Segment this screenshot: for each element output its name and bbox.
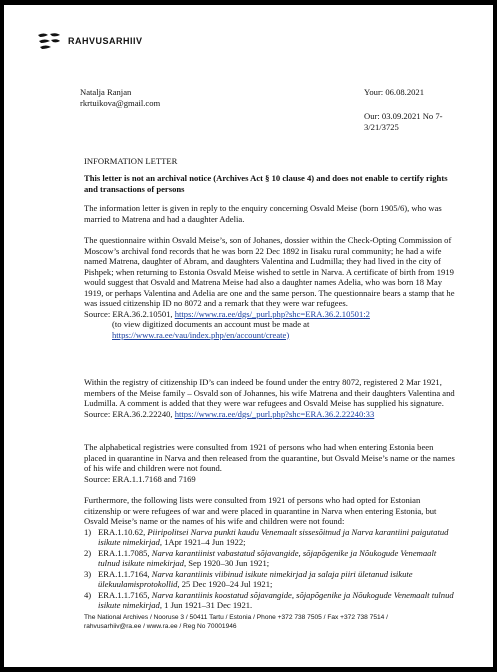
footer-line1: The National Archives / Nooruse 3 / 50411 Tartu / Estonia / Phone +372 738 7505 / Fax +372 738 7514 / bbox=[84, 614, 389, 621]
disclaimer: This letter is not an archival notice (Archives Act § 10 clause 4) and does not enable to certify rights and transactions of persons bbox=[84, 173, 448, 194]
source-link[interactable]: https://www.ra.ee/dgs/_purl.php?shc=ERA.36.2.22240:33 bbox=[174, 408, 375, 419]
your-ref: Your: 06.08.2021 bbox=[364, 87, 425, 97]
logo-text: RAHVUSARHIIV bbox=[68, 36, 143, 46]
footer-line2: rahvusarhiiv@ra.ee / www.ra.ee / Reg No 70001946 bbox=[84, 623, 237, 630]
recipient-name: Natalja Ranjan bbox=[80, 87, 132, 97]
letter-page bbox=[4, 5, 493, 667]
account-link[interactable]: https://www.ra.ee/vau/index.php/en/account/create) bbox=[112, 329, 290, 340]
account-note: (to view digitized documents an account must be made at bbox=[112, 319, 310, 329]
lists-text: Furthermore, the following lists were consulted from 1921 of persons who had opted for Estonian citizenship or were refugees of war and were placed in quarantine in Narva when entering Estonia, but Osvald Meise’s name or the names of his wife and children were not found: bbox=[84, 495, 437, 526]
paragraph-lists bbox=[84, 495, 457, 611]
our-ref-line1: Our: 03.09.2021 No 7- bbox=[364, 111, 443, 121]
paragraph-questionnaire bbox=[84, 235, 457, 340]
page-footer bbox=[84, 613, 464, 631]
alphabetical-text: The alphabetical registries were consulted from 1921 of persons who had when entering Estonia been placed in quarantine in Narva and then released from the quarantine, but Osvald Meise’s name or the names of his wife and children were not found. bbox=[84, 442, 455, 473]
coat-of-arms-icon bbox=[36, 31, 62, 51]
archive-logo bbox=[36, 31, 143, 51]
recipient-email: rkrtuikova@gmail.com bbox=[80, 98, 161, 108]
list-item: 4) ERA.1.1.7165, Narva karantiinis koostatud sõjavangide, sõjapõgenike ja Nõukogude Venemaalt tulnud isikute nimekirjad, 1 Jun 1921–31 Dec 1921. bbox=[84, 589, 454, 610]
our-ref-line2: 3/21/3725 bbox=[364, 122, 399, 132]
questionnaire-text: The questionnaire within Osvald Meise’s, son of Johanes, dossier within the Check-Opting Commission of Moscow’s archival fond records that he was born 22 Dec 1892 in Iisaku rural community; he had a wife named Matrena, daughter of Abram, and daughters Valentina and Ludmilla; they had lived in the city of Pishpek; when returning to Estonia Osvald Meise wished to settle in Narva. A certificate of birth from 1919 would suggest that Osvald and Matrena Meise had also a daughter names Adelia, who was born 18 May 1919, or perhaps Valentina and Adelia are one and the same person. The questionnaire bears a stamp that he was issued citizenship ID no 8072 and a remark that they were war refugees. bbox=[84, 235, 455, 308]
paragraph-registry bbox=[84, 377, 457, 419]
paragraph-intro: The information letter is given in reply to the enquiry concerning Osvald Meise (born 1905/6), who was married to Matrena and had a daughter Adelia. bbox=[84, 203, 442, 224]
list-item: 1) ERA.1.10.62, Piiripolitsei Narva punkti kaudu Venemaalt sissesõitnud ja Narva karantiini paigutatud isikute nimekirjad, 1Apr 1921–4 Jun 1922; bbox=[84, 526, 449, 547]
letter-title: INFORMATION LETTER bbox=[84, 156, 178, 166]
list-item: 3) ERA.1.1.7164, Narva karantiinis viibinud isikute nimekirjad ja salaja piiri ületanud isikute ülekuulamisprotokollid, 25 Dec 1920–24 Jul 1921; bbox=[84, 568, 413, 589]
source-label: Source: ERA.36.2.10501, bbox=[84, 308, 175, 319]
source-link[interactable]: https://www.ra.ee/dgs/_purl.php?shc=ERA.36.2.10501:2 bbox=[174, 308, 370, 319]
source-label: Source: ERA.36.2.22240, bbox=[84, 408, 175, 419]
registry-text: Within the registry of citizenship ID’s can indeed be found under the entry 8072, registered 2 Mar 1921, members of the Meise family – Osvald son of Johannes, his wife Matrena and their daughters Valentina and Ludmilla. A comment is added that they were war refugees and Osvald Meise has supplied his signature. bbox=[84, 377, 455, 408]
list-item: 2) ERA.1.1.7085, Narva karantiinist vabastatud sõjavangide, sõjapõgenike ja Nõukogude Venemaalt tulnud isikute nimekirjad, Sep 1920–30 Jun 1921; bbox=[84, 547, 437, 568]
paragraph-alphabetical bbox=[84, 442, 457, 484]
source-label: Source: ERA.1.1.7168 and 7169 bbox=[84, 473, 196, 484]
